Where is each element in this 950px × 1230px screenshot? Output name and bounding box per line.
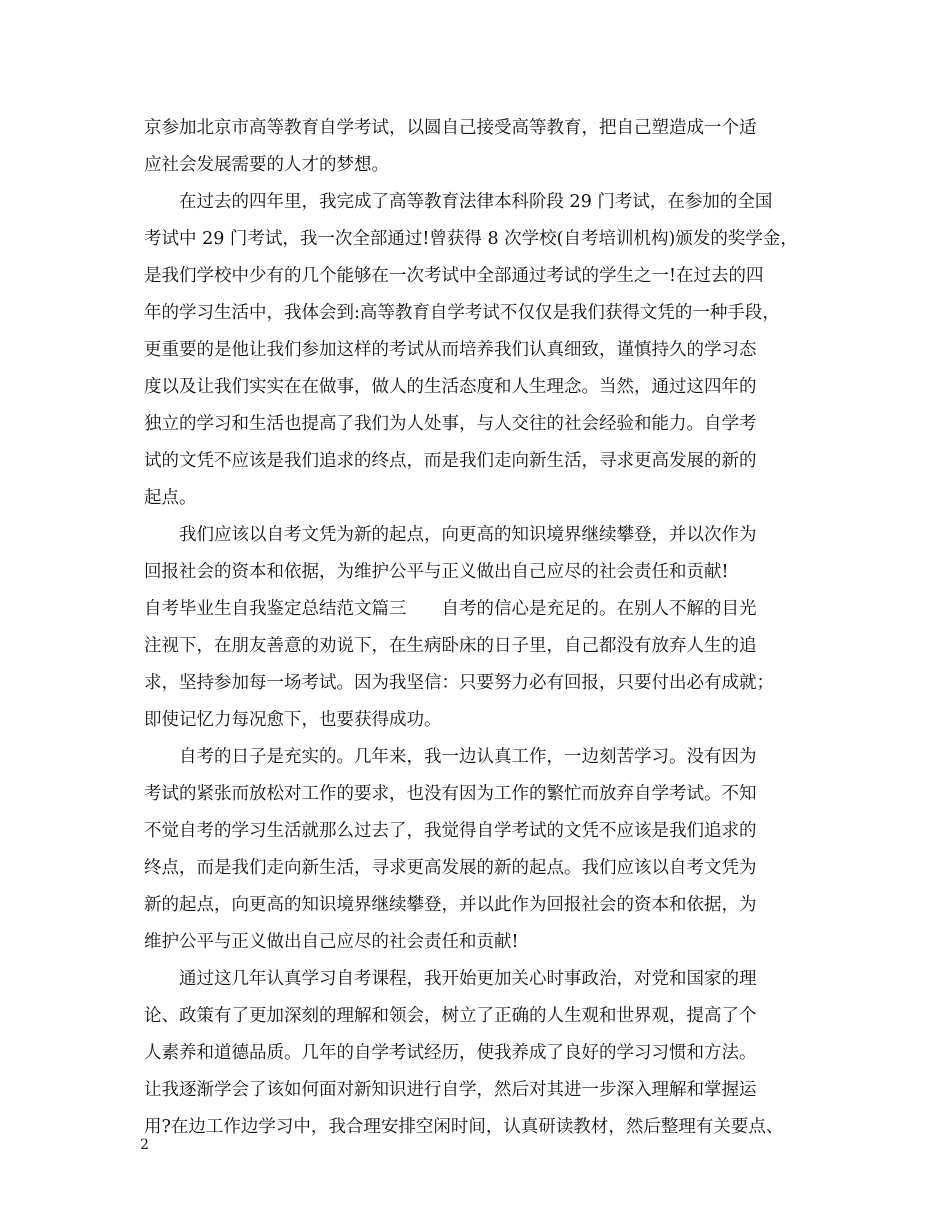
text-line: 注视下，在朋友善意的劝说下，在生病卧床的日子里，自己都没有放弃人生的追 bbox=[144, 636, 757, 656]
text-line: 终点，而是我们走向新生活，寻求更高发展的新的起点。我们应该以自考文凭为 bbox=[144, 858, 757, 878]
text-line: 人素养和道德品质。几年的自学考试经历，使我养成了良好的学习习惯和方法。 bbox=[144, 1043, 757, 1063]
text-line: 考试的紧张而放松对工作的要求，也没有因为工作的繁忙而放弃自学考试。不知 bbox=[144, 784, 757, 804]
text-line: 通过这几年认真学习自考课程，我开始更加关心时事政治，对党和国家的理 bbox=[179, 969, 757, 989]
page-number: 2 bbox=[140, 1137, 149, 1153]
text-line: 考试中 29 门考试，我一次全部通过!曾获得 8 次学校(自考培训机构)颁发的奖学金， bbox=[144, 229, 798, 249]
text-line: 年的学习生活中，我体会到:高等教育自学考试不仅仅是我们获得文凭的一种手段， bbox=[144, 303, 780, 323]
text-line: 度以及让我们实实在在做事，做人的生活态度和人生理念。当然，通过这四年的 bbox=[144, 377, 757, 397]
text-line: 回报社会的资本和依据，为维护公平与正义做出自己应尽的社会责任和贡献! bbox=[144, 562, 729, 582]
text-line: 不觉自考的学习生活就那么过去了，我觉得自学考试的文凭不应该是我们追求的 bbox=[144, 821, 757, 841]
text-line: 即使记忆力每况愈下，也要获得成功。 bbox=[144, 710, 442, 730]
text-line: 自考的日子是充实的。几年来，我一边认真工作，一边刻苦学习。没有因为 bbox=[179, 747, 757, 767]
text-line: 应社会发展需要的人才的梦想。 bbox=[144, 155, 389, 175]
text-line: 京参加北京市高等教育自学考试，以圆自己接受高等教育，把自己塑造成一个适 bbox=[144, 118, 757, 138]
text-line: 新的起点，向更高的知识境界继续攀登，并以此作为回报社会的资本和依据，为 bbox=[144, 895, 757, 915]
section-heading-line: 自考毕业生自我鉴定总结范文篇三 自考的信心是充足的。在别人不解的目光 bbox=[144, 599, 757, 619]
text-line: 论、政策有了更加深刻的理解和领会，树立了正确的人生观和世界观，提高了个 bbox=[144, 1006, 757, 1026]
text-line: 维护公平与正义做出自己应尽的社会责任和贡献! bbox=[144, 932, 519, 952]
text-line: 独立的学习和生活也提高了我们为人处事，与人交往的社会经验和能力。自学考 bbox=[144, 414, 757, 434]
text-line: 更重要的是他让我们参加这样的考试从而培养我们认真细致，谨慎持久的学习态 bbox=[144, 340, 757, 360]
text-line: 求，坚持参加每一场考试。因为我坚信：只要努力必有回报，只要付出必有成就； bbox=[144, 673, 774, 693]
text-line: 让我逐渐学会了该如何面对新知识进行自学，然后对其进一步深入理解和掌握运 bbox=[144, 1080, 757, 1100]
text-line: 在过去的四年里，我完成了高等教育法律本科阶段 29 门考试，在参加的全国 bbox=[179, 192, 773, 212]
text-line: 用?在边工作边学习中，我合理安排空闲时间，认真研读教材，然后整理有关要点、 bbox=[144, 1117, 784, 1137]
text-line: 是我们学校中少有的几个能够在一次考试中全部通过考试的学生之一!在过去的四 bbox=[144, 266, 764, 286]
text-line: 我们应该以自考文凭为新的起点，向更高的知识境界继续攀登，并以次作为 bbox=[179, 525, 757, 545]
text-line: 试的文凭不应该是我们追求的终点，而是我们走向新生活，寻求更高发展的新的 bbox=[144, 451, 757, 471]
text-line: 起点。 bbox=[144, 488, 197, 508]
